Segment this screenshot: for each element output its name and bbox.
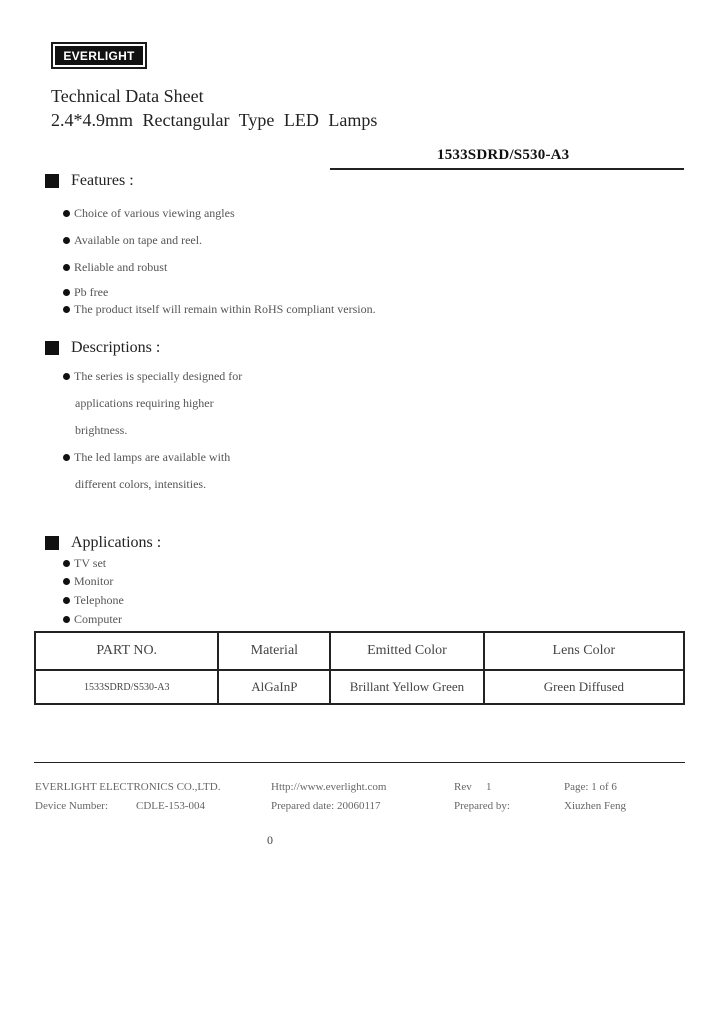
footer-prepared-by: Xiuzhen Feng: [564, 800, 627, 812]
descriptions-title: Descriptions :: [71, 339, 161, 356]
bullet-icon: [63, 454, 70, 461]
footer-rev-label: Rev: [454, 781, 472, 793]
feature-item: Pb free: [63, 285, 108, 300]
table-header-row: [35, 632, 684, 670]
features-title: Features :: [71, 172, 134, 189]
bullet-icon: [63, 373, 70, 380]
parts-table: [34, 631, 685, 705]
features-heading: [45, 172, 134, 190]
feature-item: Available on tape and reel.: [63, 233, 202, 248]
bullet-icon: [63, 210, 70, 217]
section-square-icon: [45, 174, 59, 188]
bullet-icon: [63, 578, 70, 585]
bullet-icon: [63, 616, 70, 623]
table-row: [35, 670, 684, 704]
applications-heading: [45, 534, 161, 552]
footer-company: EVERLIGHT ELECTRONICS CO.,LTD.: [35, 781, 221, 793]
table-cell: 1533SDRD/S530-A3: [35, 670, 218, 704]
section-square-icon: [45, 536, 59, 550]
application-item: Computer: [63, 612, 122, 627]
footer-rev-value: 1: [486, 781, 492, 793]
logo-text: EVERLIGHT: [55, 46, 143, 65]
everlight-logo: [51, 42, 147, 69]
footer-page-info: Page: 1 of 6: [564, 781, 617, 793]
footer-prepared-date: Prepared date: 20060117: [271, 800, 381, 812]
section-square-icon: [45, 341, 59, 355]
feature-item: Reliable and robust: [63, 260, 167, 275]
footer-device-number: CDLE-153-004: [136, 800, 206, 812]
description-line: brightness.: [75, 423, 128, 437]
bullet-icon: [63, 289, 70, 296]
table-cell: AlGaInP: [218, 670, 330, 704]
header-divider: [330, 168, 684, 170]
table-cell: Brillant Yellow Green: [330, 670, 484, 704]
bullet-icon: [63, 560, 70, 567]
table-cell: Green Diffused: [484, 670, 684, 704]
description-line: different colors, intensities.: [75, 477, 207, 491]
application-item: Monitor: [63, 574, 113, 589]
bullet-icon: [63, 306, 70, 313]
description-item: The series is specially designed for: [63, 369, 242, 384]
footer-prepared-by-label: Prepared by:: [454, 800, 510, 812]
footer-website[interactable]: Http://www.everlight.com: [271, 781, 387, 793]
footer-device-label: Device Number:: [35, 800, 108, 812]
description-item: The led lamps are available with: [63, 450, 230, 465]
application-item: Telephone: [63, 593, 124, 608]
bullet-icon: [63, 597, 70, 604]
table-header-cell: Emitted Color: [330, 632, 484, 670]
description-line: applications requiring higher: [75, 396, 214, 410]
part-number-heading: 1533SDRD/S530-A3: [437, 147, 570, 163]
bullet-icon: [63, 237, 70, 244]
document-title: Technical Data Sheet: [51, 86, 204, 106]
descriptions-heading: [45, 339, 160, 357]
table-header-cell: Lens Color: [484, 632, 684, 670]
bullet-icon: [63, 264, 70, 271]
table-header-cell: PART NO.: [35, 632, 218, 670]
feature-item: Choice of various viewing angles: [63, 206, 235, 221]
page-number: 0: [267, 833, 273, 847]
application-item: TV set: [63, 556, 106, 571]
document-subtitle: 2.4*4.9mm Rectangular Type LED Lamps: [51, 110, 378, 130]
applications-title: Applications :: [71, 534, 162, 551]
feature-item: The product itself will remain within RoHS compliant version.: [63, 302, 376, 317]
footer-divider: [34, 762, 685, 763]
table-header-cell: Material: [218, 632, 330, 670]
